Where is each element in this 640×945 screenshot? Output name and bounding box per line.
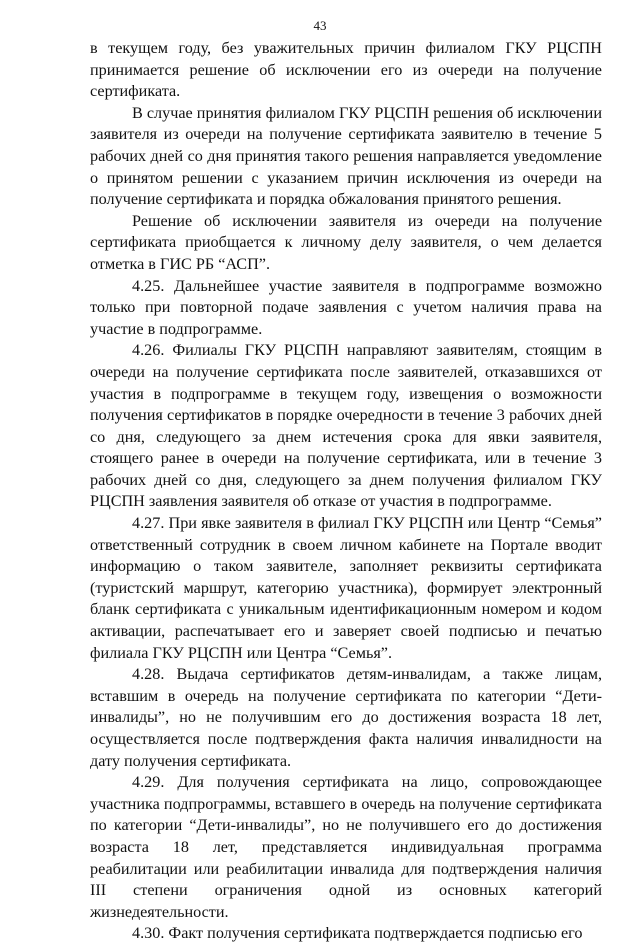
paragraph: Решение об исключении заявителя из очереди на получение сертификата приобщается к личному делу заявителя, о чем делается отметка в ГИС РБ “АСП”. <box>90 211 602 273</box>
page-number: 43 <box>313 18 327 33</box>
paragraph: 4.27. При явке заявителя в филиал ГКУ РЦСПН или Центр “Семья” ответственный сотрудник в своем личном кабинете на Портале вводит информацию о таком заявителе, заполняет реквизиты сертификата (туристский маршрут, категорию участника), формирует электронный бланк сертификата с уникальным идентификационным номером и кодом активации, распечатывает его и заверяет своей подписью и печатью филиала ГКУ РЦСПН или Центра “Семья”. <box>90 514 602 662</box>
paragraph: В случае принятия филиалом ГКУ РЦСПН решения об исключении заявителя из очереди на получение сертификата заявителю в течение 5 рабочих дней со дня принятия такого решения направляется уведомление о принятом решении с указанием причин исключения из очереди на получение сертификата и порядка обжалования принятого решения. <box>90 103 602 209</box>
paragraph: 4.26. Филиалы ГКУ РЦСПН направляют заявителям, стоящим в очереди на получение сертификата после заявителей, отказавшихся от участия в подпрограмме в текущем году, извещения о возможности получения сертификатов в порядке очередности в течение 3 рабочих дней со дня, следующего за днем истечения срока для явки заявителя, стоящего ранее в очереди на получение сертификата, или в течение 3 рабочих дней со дня, следующего за днем получения филиалом ГКУ РЦСПН заявления заявителя об отказе от участия в подпрограмме. <box>90 341 602 511</box>
document-body <box>90 38 602 945</box>
paragraph: 4.29. Для получения сертификата на лицо, сопровождающее участника подпрограммы, вставшего в очередь на получение сертификата по категории “Дети-инвалиды”, но не получившего его до достижения возраста 18 лет, представляется индивидуальная программа реабилитации или реабилитации инвалида для подтверждения наличия III степени ограничения одной из основных категорий жизнедеятельности. <box>90 773 602 921</box>
paragraph: в текущем году, без уважительных причин филиалом ГКУ РЦСПН принимается решение об исключении его из очереди на получение сертификата. <box>90 39 602 101</box>
paragraph: 4.25. Дальнейшее участие заявителя в подпрограмме возможно только при повторной подаче заявления с учетом наличия права на участие в подпрограмме. <box>90 276 602 338</box>
paragraph-last: 4.30. Факт получения сертификата подтверждается подписью его <box>132 924 583 943</box>
paragraph: 4.28. Выдача сертификатов детям-инвалидам, а также лицам, вставшим в очередь на получение сертификата по категории “Дети-инвалиды”, но не получившим его до достижения возраста 18 лет, осуществляется после подтверждения факта наличия инвалидности на дату получения сертификата. <box>90 665 602 770</box>
